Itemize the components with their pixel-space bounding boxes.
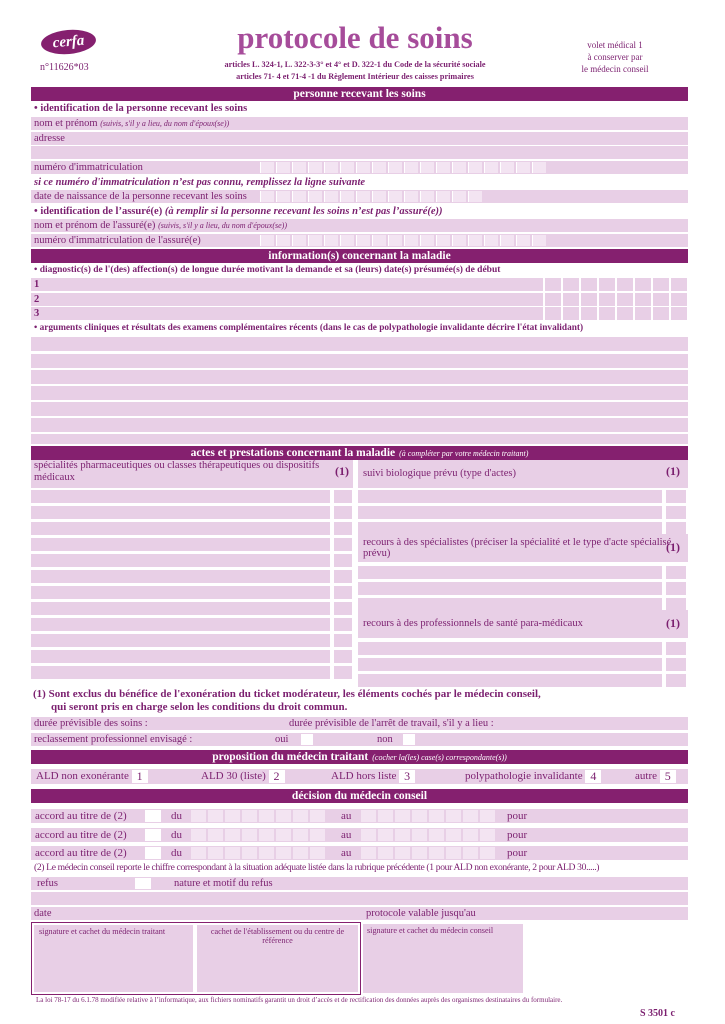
digit-box[interactable] bbox=[500, 162, 514, 173]
date-box[interactable] bbox=[671, 293, 687, 306]
adresse-field-2[interactable] bbox=[31, 146, 688, 159]
digit-box[interactable] bbox=[372, 191, 386, 202]
pour-label: pour bbox=[507, 829, 528, 841]
date-box[interactable] bbox=[191, 847, 206, 859]
date-box[interactable] bbox=[361, 847, 376, 859]
digit-box[interactable] bbox=[292, 162, 306, 173]
checkbox[interactable] bbox=[334, 634, 352, 647]
right-row[interactable] bbox=[358, 582, 662, 595]
digit-box[interactable] bbox=[468, 162, 482, 173]
digit-box[interactable] bbox=[436, 162, 450, 173]
date-box[interactable] bbox=[617, 307, 633, 320]
proposition-options bbox=[31, 769, 688, 784]
diagnostic-row-1[interactable] bbox=[31, 278, 543, 291]
date-box[interactable] bbox=[242, 847, 257, 859]
date-box[interactable] bbox=[361, 829, 376, 841]
id-person-heading: • identification de la personne recevant les soins bbox=[31, 102, 688, 115]
label: cachet de l'établissement ou du centre de référence bbox=[210, 927, 345, 945]
articles-line-2: articles 71- 4 et 71-4 -1 du Règlement Intérieur des caisses primaires bbox=[236, 72, 474, 81]
signature-medecin-traitant[interactable] bbox=[31, 922, 361, 995]
du-label: du bbox=[171, 810, 182, 822]
digit-box[interactable] bbox=[276, 191, 290, 202]
label: (2) Le médecin conseil reporte le chiffre correspondant à la situation adéquate listée dans la rubrique précédente (1 pour ALD non exonérante, 2 pour ALD 30.....) bbox=[34, 862, 600, 873]
checkbox[interactable] bbox=[666, 506, 686, 519]
diagnostic-heading: • diagnostic(s) de l'(des) affection(s) de longue durée motivant la demande et sa (leurs) date(s) présumée(s) de début bbox=[31, 264, 688, 277]
option-label: ALD hors liste bbox=[331, 770, 397, 782]
opt-ald-non-exonerante[interactable] bbox=[36, 769, 148, 784]
date-box[interactable] bbox=[480, 810, 495, 822]
date-box[interactable] bbox=[191, 829, 206, 841]
option-label: polypathologie invalidante bbox=[465, 770, 583, 782]
specialite-row[interactable] bbox=[31, 602, 330, 615]
section-subtitle: (à compléter par votre médecin traitant) bbox=[399, 449, 529, 458]
date-box[interactable] bbox=[310, 829, 325, 841]
digit-box[interactable] bbox=[276, 235, 290, 246]
digit-box[interactable] bbox=[356, 162, 370, 173]
accord-label: accord au titre de (2) bbox=[35, 810, 127, 822]
specialite-row[interactable] bbox=[31, 634, 330, 647]
label: arguments cliniques et résultats des examens complémentaires récents (dans le cas de polypathologie invalidante décrire l'état invalidant) bbox=[39, 323, 584, 333]
label: date de naissance de la personne recevant les soins bbox=[34, 191, 247, 202]
au-label: au bbox=[341, 810, 352, 822]
digit-box[interactable] bbox=[292, 191, 306, 202]
specialite-row[interactable] bbox=[31, 586, 330, 599]
label: numéro d'immatriculation de l'assuré(e) bbox=[34, 235, 201, 246]
date-box[interactable] bbox=[635, 293, 651, 306]
digit-box[interactable] bbox=[260, 191, 274, 202]
checkbox[interactable] bbox=[334, 554, 352, 567]
digit-box[interactable] bbox=[308, 235, 322, 246]
accord-label: accord au titre de (2) bbox=[35, 829, 127, 841]
au-label: au bbox=[341, 847, 352, 859]
section-personne bbox=[31, 87, 688, 101]
digit-box[interactable] bbox=[404, 191, 418, 202]
date-box[interactable] bbox=[599, 293, 615, 306]
digit-box[interactable] bbox=[468, 235, 482, 246]
section-proposition bbox=[31, 750, 688, 764]
arguments-line[interactable] bbox=[31, 354, 688, 368]
non-label: non bbox=[377, 734, 393, 745]
non-checkbox[interactable] bbox=[403, 734, 415, 745]
date-box[interactable] bbox=[378, 847, 393, 859]
note-1-line-1: (1) Sont exclus du bénéfice de l'exonération du ticket modérateur, les éléments cochés par le médecin conseil, bbox=[33, 688, 541, 700]
volet-line-2: à conserver par bbox=[587, 52, 643, 62]
option-checkbox[interactable]: 5 bbox=[660, 770, 676, 783]
au-label: au bbox=[341, 829, 352, 841]
date-box[interactable] bbox=[412, 810, 427, 822]
footer-law: La loi 78-17 du 6.1.78 modifiée relative à l’informatique, aux fichiers nominatifs garantit un droit d’accès et de rectification des données auprès des organismes destinataires du formulaire. bbox=[36, 996, 563, 1004]
form-number: n°11626*03 bbox=[40, 62, 89, 73]
date-box[interactable] bbox=[635, 278, 651, 291]
articles-line-1: articles L. 324-1, L. 322-3-3° et 4° et D. 322-1 du Code de la sécurité sociale bbox=[224, 60, 486, 69]
digit-box[interactable] bbox=[452, 162, 466, 173]
diagnostic-row-3[interactable] bbox=[31, 307, 543, 320]
oui-label: oui bbox=[275, 734, 289, 745]
digit-box[interactable] bbox=[324, 235, 338, 246]
specialite-row[interactable] bbox=[31, 666, 330, 679]
unknown-number-note bbox=[31, 176, 688, 189]
suivi-header bbox=[358, 460, 688, 488]
option-label: ALD non exonérante bbox=[36, 770, 129, 782]
digit-box[interactable] bbox=[356, 191, 370, 202]
digit-box[interactable] bbox=[308, 191, 322, 202]
cerfa-logo: cerfa bbox=[40, 28, 97, 57]
digit-box[interactable] bbox=[420, 191, 434, 202]
form-code: S 3501 c bbox=[640, 1008, 675, 1019]
digit-box[interactable] bbox=[500, 235, 514, 246]
label: diagnostic(s) de l'(des) affection(s) de longue durée motivant la demande et sa (leurs) date(s) présumée(s) de début bbox=[39, 265, 501, 275]
specialite-row[interactable] bbox=[31, 490, 330, 503]
date-label: date bbox=[34, 908, 52, 919]
specialite-row[interactable] bbox=[31, 506, 330, 519]
label: signature et cachet du médecin conseil bbox=[367, 926, 494, 935]
nom-assure-field[interactable] bbox=[31, 219, 688, 232]
digit-box[interactable] bbox=[452, 191, 466, 202]
opt-polypathologie[interactable] bbox=[465, 769, 601, 784]
date-box[interactable] bbox=[225, 829, 240, 841]
label: nom et prénom bbox=[34, 118, 98, 129]
date-box[interactable] bbox=[412, 847, 427, 859]
checkbox[interactable] bbox=[334, 618, 352, 631]
opt-ald-30[interactable] bbox=[201, 769, 285, 784]
digit-box[interactable] bbox=[516, 162, 530, 173]
digit-box[interactable] bbox=[260, 235, 274, 246]
label: nom et prénom de l'assuré(e) bbox=[34, 220, 156, 231]
checkbox[interactable] bbox=[666, 490, 686, 503]
checkbox[interactable] bbox=[334, 602, 352, 615]
right-row[interactable] bbox=[358, 490, 662, 503]
id-assure-heading: • identification de l’assuré(e) (à remplir si la personne recevant les soins n’est pas l’assuré(e)) bbox=[31, 205, 688, 218]
label: si ce numéro d'immatriculation n’est pas connu, remplissez la ligne suivante bbox=[34, 177, 366, 188]
checkbox[interactable] bbox=[334, 570, 352, 583]
digit-box[interactable] bbox=[516, 235, 530, 246]
right-row[interactable] bbox=[358, 642, 662, 655]
digit-box[interactable] bbox=[388, 191, 402, 202]
section-maladie bbox=[31, 249, 688, 263]
du-label: du bbox=[171, 829, 182, 841]
row-number: 3 bbox=[34, 308, 40, 319]
note-2 bbox=[31, 861, 688, 874]
sublabel: (suivis, s'il y a lieu, du nom d'époux(se)) bbox=[100, 119, 230, 128]
duree-soins-label: durée prévisible des soins : bbox=[34, 718, 148, 729]
date-box[interactable] bbox=[208, 810, 223, 822]
right-row[interactable] bbox=[358, 566, 662, 579]
opt-autre[interactable] bbox=[635, 769, 676, 784]
date-box[interactable] bbox=[581, 278, 597, 291]
date-box[interactable] bbox=[653, 293, 669, 306]
date-box[interactable] bbox=[242, 810, 257, 822]
checkbox[interactable] bbox=[334, 586, 352, 599]
date-box[interactable] bbox=[361, 810, 376, 822]
duree-arret-label: durée prévisible de l'arrêt de travail, s'il y a lieu : bbox=[289, 718, 494, 729]
date-box[interactable] bbox=[617, 278, 633, 291]
digit-box[interactable] bbox=[420, 162, 434, 173]
digit-box[interactable] bbox=[404, 162, 418, 173]
date-box[interactable] bbox=[208, 829, 223, 841]
date-box[interactable] bbox=[293, 847, 308, 859]
checkbox[interactable] bbox=[334, 666, 352, 679]
date-box[interactable] bbox=[446, 829, 461, 841]
date-box[interactable] bbox=[378, 810, 393, 822]
refus-label: refus bbox=[37, 878, 58, 889]
oui-checkbox[interactable] bbox=[301, 734, 313, 745]
date-box[interactable] bbox=[446, 847, 461, 859]
date-box[interactable] bbox=[276, 810, 291, 822]
note-1 bbox=[33, 688, 541, 714]
date-box[interactable] bbox=[563, 307, 579, 320]
date-box[interactable] bbox=[378, 829, 393, 841]
date-box[interactable] bbox=[599, 278, 615, 291]
label: signature et cachet du médecin traitant bbox=[39, 927, 166, 936]
mark-1-suivi: (1) bbox=[666, 464, 680, 478]
date-box[interactable] bbox=[617, 293, 633, 306]
date-box[interactable] bbox=[276, 829, 291, 841]
date-box[interactable] bbox=[429, 847, 444, 859]
checkbox[interactable] bbox=[334, 522, 352, 535]
date-box[interactable] bbox=[276, 847, 291, 859]
date-box[interactable] bbox=[259, 810, 274, 822]
digit-box[interactable] bbox=[436, 235, 450, 246]
date-box[interactable] bbox=[412, 829, 427, 841]
date-box[interactable] bbox=[463, 829, 478, 841]
date-box[interactable] bbox=[395, 829, 410, 841]
page-title: protocole de soins bbox=[237, 20, 473, 55]
label: spécialités pharmaceutiques ou classes thérapeutiques ou dispositifs médicaux bbox=[34, 460, 320, 483]
arguments-line[interactable] bbox=[31, 370, 688, 384]
pour-label: pour bbox=[507, 847, 528, 859]
date-box[interactable] bbox=[671, 278, 687, 291]
date-box[interactable] bbox=[310, 847, 325, 859]
volet-medical bbox=[560, 40, 670, 74]
sublabel: (suivis, s'il y a lieu, du nom d'époux(se)) bbox=[158, 221, 288, 230]
arguments-line[interactable] bbox=[31, 418, 688, 432]
option-checkbox[interactable]: 4 bbox=[585, 770, 601, 783]
arguments-heading: • arguments cliniques et résultats des examens complémentaires récents (dans le cas de polypathologie invalidante décrire l'état invalidant) bbox=[31, 322, 688, 335]
label: suivi biologique prévu (type d'actes) bbox=[363, 468, 516, 479]
digit-box[interactable] bbox=[340, 162, 354, 173]
digit-box[interactable] bbox=[388, 162, 402, 173]
checkbox[interactable] bbox=[666, 658, 686, 671]
date-box[interactable] bbox=[259, 847, 274, 859]
digit-box[interactable] bbox=[308, 162, 322, 173]
label: recours à des spécialistes (préciser la spécialité et le type d'acte spécialisé prévu) bbox=[363, 537, 672, 559]
digit-box[interactable] bbox=[292, 235, 306, 246]
checkbox[interactable] bbox=[666, 566, 686, 579]
date-box[interactable] bbox=[293, 829, 308, 841]
mark-1-spec: (1) bbox=[335, 464, 349, 478]
note-1-line-2: qui seront pris en charge selon les conditions du droit commun. bbox=[51, 701, 348, 713]
digit-box[interactable] bbox=[356, 235, 370, 246]
date-box[interactable] bbox=[208, 847, 223, 859]
opt-ald-hors-liste[interactable] bbox=[331, 769, 415, 784]
adresse-field[interactable] bbox=[31, 132, 688, 145]
digit-box[interactable] bbox=[372, 162, 386, 173]
date-box[interactable] bbox=[545, 307, 561, 320]
right-row[interactable] bbox=[358, 658, 662, 671]
duree-row[interactable] bbox=[31, 717, 688, 730]
option-checkbox[interactable]: 1 bbox=[132, 770, 148, 783]
label: identification de la personne recevant les soins bbox=[40, 103, 248, 114]
label: recours à des professionnels de santé para-médicaux bbox=[363, 618, 583, 629]
digit-box[interactable] bbox=[276, 162, 290, 173]
accord-label: accord au titre de (2) bbox=[35, 847, 127, 859]
date-box[interactable] bbox=[545, 293, 561, 306]
section-title: actes et prestations concernant la maladie bbox=[190, 447, 396, 459]
date-box[interactable] bbox=[563, 278, 579, 291]
mark-1-recours-spec: (1) bbox=[666, 540, 680, 554]
date-box[interactable] bbox=[395, 847, 410, 859]
specialite-row[interactable] bbox=[31, 650, 330, 663]
date-row[interactable] bbox=[31, 907, 688, 920]
cachet-etablissement-box bbox=[197, 925, 358, 992]
date-box[interactable] bbox=[581, 307, 597, 320]
date-box[interactable] bbox=[671, 307, 687, 320]
specialite-row[interactable] bbox=[31, 618, 330, 631]
date-box[interactable] bbox=[635, 307, 651, 320]
digit-box[interactable] bbox=[532, 235, 546, 246]
checkbox[interactable] bbox=[334, 538, 352, 551]
nature-motif-label: nature et motif du refus bbox=[174, 878, 273, 889]
date-box[interactable] bbox=[293, 810, 308, 822]
digit-box[interactable] bbox=[324, 191, 338, 202]
specialite-row[interactable] bbox=[31, 522, 330, 535]
section-title: information(s) concernant la maladie bbox=[268, 250, 451, 262]
checkbox[interactable] bbox=[666, 642, 686, 655]
row-number: 2 bbox=[34, 294, 40, 305]
section-decision bbox=[31, 789, 688, 803]
date-box[interactable] bbox=[463, 847, 478, 859]
date-box[interactable] bbox=[463, 810, 478, 822]
sig-traitant-box bbox=[34, 925, 193, 992]
specialite-row[interactable] bbox=[31, 538, 330, 551]
checkbox[interactable] bbox=[334, 506, 352, 519]
pour-label: pour bbox=[507, 810, 528, 822]
checkbox[interactable] bbox=[666, 582, 686, 595]
section-title: décision du médecin conseil bbox=[291, 790, 428, 802]
arguments-line[interactable] bbox=[31, 386, 688, 400]
date-box[interactable] bbox=[429, 829, 444, 841]
mark-1-recours-para: (1) bbox=[666, 616, 680, 630]
digit-box[interactable] bbox=[532, 162, 546, 173]
volet-line-3: le médecin conseil bbox=[581, 64, 649, 74]
checkbox[interactable] bbox=[666, 674, 686, 687]
label: identification de l’assuré(e) bbox=[40, 206, 163, 217]
valable-label: protocole valable jusqu'au bbox=[366, 908, 476, 919]
digit-box[interactable] bbox=[372, 235, 386, 246]
date-box[interactable] bbox=[310, 810, 325, 822]
checkbox[interactable] bbox=[334, 490, 352, 503]
section-title: personne recevant les soins bbox=[293, 88, 426, 100]
signature-medecin-conseil[interactable] bbox=[363, 924, 523, 993]
date-box[interactable] bbox=[653, 278, 669, 291]
date-box[interactable] bbox=[225, 847, 240, 859]
du-label: du bbox=[171, 847, 182, 859]
date-box[interactable] bbox=[259, 829, 274, 841]
digit-box[interactable] bbox=[260, 162, 274, 173]
date-box[interactable] bbox=[545, 278, 561, 291]
date-box[interactable] bbox=[653, 307, 669, 320]
nom-prenom-field[interactable] bbox=[31, 117, 688, 130]
date-box[interactable] bbox=[480, 847, 495, 859]
arguments-line[interactable] bbox=[31, 337, 688, 351]
refus-row[interactable] bbox=[31, 877, 688, 890]
refus-motif-line[interactable] bbox=[31, 892, 688, 905]
digit-box[interactable] bbox=[484, 162, 498, 173]
digit-box[interactable] bbox=[484, 235, 498, 246]
digit-box[interactable] bbox=[436, 191, 450, 202]
date-box[interactable] bbox=[191, 810, 206, 822]
digit-box[interactable] bbox=[340, 191, 354, 202]
recours-para-header bbox=[358, 610, 688, 638]
section-title: proposition du médecin traitant bbox=[212, 751, 369, 763]
option-label: autre bbox=[635, 770, 657, 782]
date-box[interactable] bbox=[225, 810, 240, 822]
specialite-row[interactable] bbox=[31, 554, 330, 567]
date-box[interactable] bbox=[429, 810, 444, 822]
right-row[interactable] bbox=[358, 674, 662, 687]
date-box[interactable] bbox=[563, 293, 579, 306]
option-checkbox[interactable]: 3 bbox=[399, 770, 415, 783]
accord-code-box[interactable] bbox=[145, 847, 161, 859]
right-row[interactable] bbox=[358, 506, 662, 519]
diagnostic-row-2[interactable] bbox=[31, 293, 543, 306]
accord-code-box[interactable] bbox=[145, 829, 161, 841]
arguments-line[interactable] bbox=[31, 402, 688, 416]
date-box[interactable] bbox=[599, 307, 615, 320]
specialite-row[interactable] bbox=[31, 570, 330, 583]
row-number: 1 bbox=[34, 279, 40, 290]
label: reclassement professionnel envisagé : bbox=[34, 734, 193, 745]
digit-box[interactable] bbox=[404, 235, 418, 246]
date-box[interactable] bbox=[242, 829, 257, 841]
sublabel: (à remplir si la personne recevant les soins n’est pas l’assuré(e)) bbox=[164, 206, 443, 217]
date-box[interactable] bbox=[581, 293, 597, 306]
accord-row[interactable] bbox=[31, 828, 688, 842]
recours-spec-header bbox=[358, 534, 688, 562]
accord-row[interactable] bbox=[31, 809, 688, 823]
option-label: ALD 30 (liste) bbox=[201, 770, 266, 782]
date-box[interactable] bbox=[480, 829, 495, 841]
digit-box[interactable] bbox=[452, 235, 466, 246]
specialites-header bbox=[31, 460, 353, 488]
digit-box[interactable] bbox=[468, 191, 482, 202]
checkbox[interactable] bbox=[334, 650, 352, 663]
volet-line-1: volet médical 1 bbox=[587, 40, 643, 50]
digit-box[interactable] bbox=[388, 235, 402, 246]
label: adresse bbox=[34, 133, 65, 144]
section-actes bbox=[31, 446, 688, 460]
label: numéro d'immatriculation bbox=[34, 162, 143, 173]
digit-box[interactable] bbox=[420, 235, 434, 246]
arguments-line[interactable] bbox=[31, 434, 688, 444]
date-box[interactable] bbox=[446, 810, 461, 822]
accord-code-box[interactable] bbox=[145, 810, 161, 822]
refus-checkbox[interactable] bbox=[135, 878, 151, 889]
digit-box[interactable] bbox=[324, 162, 338, 173]
accord-row[interactable] bbox=[31, 846, 688, 860]
date-box[interactable] bbox=[395, 810, 410, 822]
section-subtitle: (cocher la(les) case(s) correspondante(s)) bbox=[372, 753, 507, 762]
reclassement-row[interactable] bbox=[31, 733, 688, 746]
digit-box[interactable] bbox=[340, 235, 354, 246]
option-checkbox[interactable]: 2 bbox=[269, 770, 285, 783]
